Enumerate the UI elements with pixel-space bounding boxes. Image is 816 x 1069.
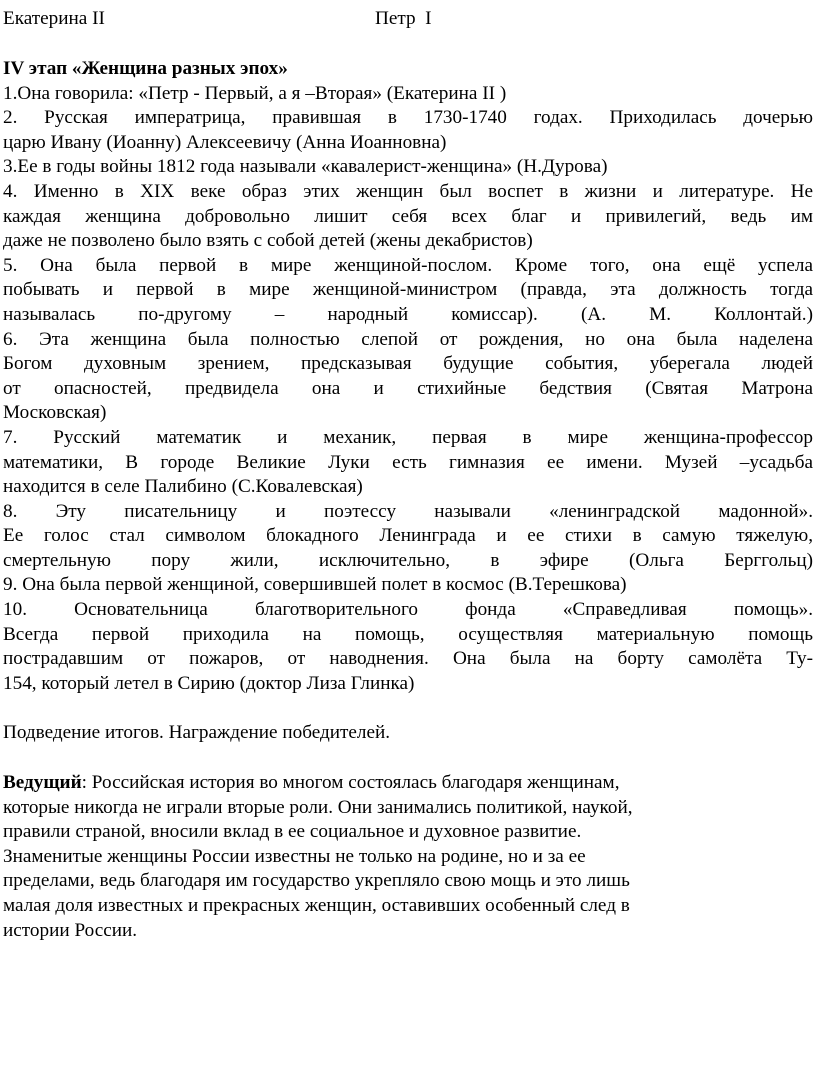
stage-question-line: каждая женщина добровольно лишит себя всех благ и привилегий, ведь им — [3, 205, 813, 227]
stage-question-line: находится в селе Палибино (С.Ковалевская) — [3, 476, 363, 498]
stage-question-line: 154, который летел в Сирию (доктор Лиза Глинка) — [3, 672, 415, 694]
stage-question-line: Ее голос стал символом блокадного Ленинграда и ее стихи в самую тяжелую, — [3, 525, 813, 547]
stage-question-line: 5. Она была первой в мире женщиной-послом. Кроме того, она ещё успела — [3, 254, 813, 276]
host-paragraph-line: правили страной, вносили вклад в ее социальное и духовное развитие. — [3, 821, 582, 843]
host-paragraph-line: Знаменитые женщины России известны не только на родине, но и за ее — [3, 845, 586, 867]
blank-line — [3, 746, 813, 771]
stage-question-line: 3.Ее в годы войны 1812 года называли «кавалерист-женщина» (Н.Дурова) — [3, 156, 608, 178]
blank-line — [3, 696, 813, 721]
stage-question-line: называлась по-другому – народный комиссар). (А. М. Коллонтай.) — [3, 303, 813, 325]
host-label: Ведущий — [3, 772, 82, 794]
stage-question-line: 9. Она была первой женщиной, совершившей полет в космос (В.Терешкова) — [3, 574, 627, 596]
stage-question-line: Богом духовным зрением, предсказывая будущие события, уберегала людей — [3, 353, 813, 375]
host-paragraph-line: истории России. — [3, 919, 138, 941]
header-left-name: Екатерина II — [3, 8, 105, 29]
host-paragraph-line: пределами, ведь благодаря им государство укрепляло свою мощь и это лишь — [3, 870, 630, 892]
stage-question-line: 10. Основательница благотворительного фонда «Справедливая помощь». — [3, 599, 813, 621]
stage-question-line: 4. Именно в XIX веке образ этих женщин был воспет в жизни и литературе. Не — [3, 180, 813, 202]
stage-question-line: Московская) — [3, 402, 107, 424]
stage-question-line: математики, В городе Великие Луки есть гимназия ее имени. Музей –усадьба — [3, 451, 813, 473]
stage-question-line: 2. Русская императрица, правившая в 1730-1740 годах. Приходилась дочерью — [3, 107, 813, 129]
stage-question-line: смертельную пору жили, исключительно, в эфире (Ольга Берггольц) — [3, 549, 813, 571]
summary-line: Подведение итогов. Награждение победителей. — [3, 722, 391, 744]
host-paragraph — [3, 796, 813, 944]
stage-questions — [3, 82, 813, 697]
stage-question-line: 6. Эта женщина была полностью слепой от рождения, но она была наделена — [3, 328, 813, 350]
host-paragraph-line: малая доля известных и прекрасных женщин, оставивших особенный след в — [3, 895, 630, 916]
stage-question-line: 7. Русский математик и механик, первая в мире женщина-профессор — [3, 426, 813, 448]
stage-question-line: даже не позволено было взять с собой детей (жены декабристов) — [3, 230, 533, 252]
document-page — [3, 7, 813, 943]
host-first-line — [3, 771, 813, 796]
host-first-line-text: : Российская история во многом состоялась благодаря женщинам, — [81, 772, 620, 794]
stage-title: IV этап «Женщина разных эпох» — [3, 58, 288, 79]
stage-question-line: от опасностей, предвидела она и стихийные бедствия (Святая Матрона — [3, 377, 813, 399]
stage-question-line: побывать и первой в мире женщиной-министром (правда, эта должность тогда — [3, 279, 813, 301]
blank-line — [3, 32, 813, 57]
stage-question-line: Всегда первой приходила на помощь, осуществляя материальную помощь — [3, 623, 813, 645]
stage-question-line: 8. Эту писательницу и поэтессу называли «ленинградской мадонной». — [3, 500, 813, 522]
stage-question-line: царю Ивану (Иоанну) Алексеевичу (Анна Иоанновна) — [3, 131, 447, 153]
header-right-name: Петр I — [375, 8, 432, 29]
stage-question-line: пострадавшим от пожаров, от наводнения. Она была на борту самолёта Ту- — [3, 648, 813, 670]
header-names — [3, 7, 813, 32]
stage-question-line: 1.Она говорила: «Петр - Первый, а я –Вторая» (Екатерина II ) — [3, 82, 507, 104]
host-paragraph-line: которые никогда не играли вторые роли. Они занимались политикой, наукой, — [3, 796, 633, 818]
